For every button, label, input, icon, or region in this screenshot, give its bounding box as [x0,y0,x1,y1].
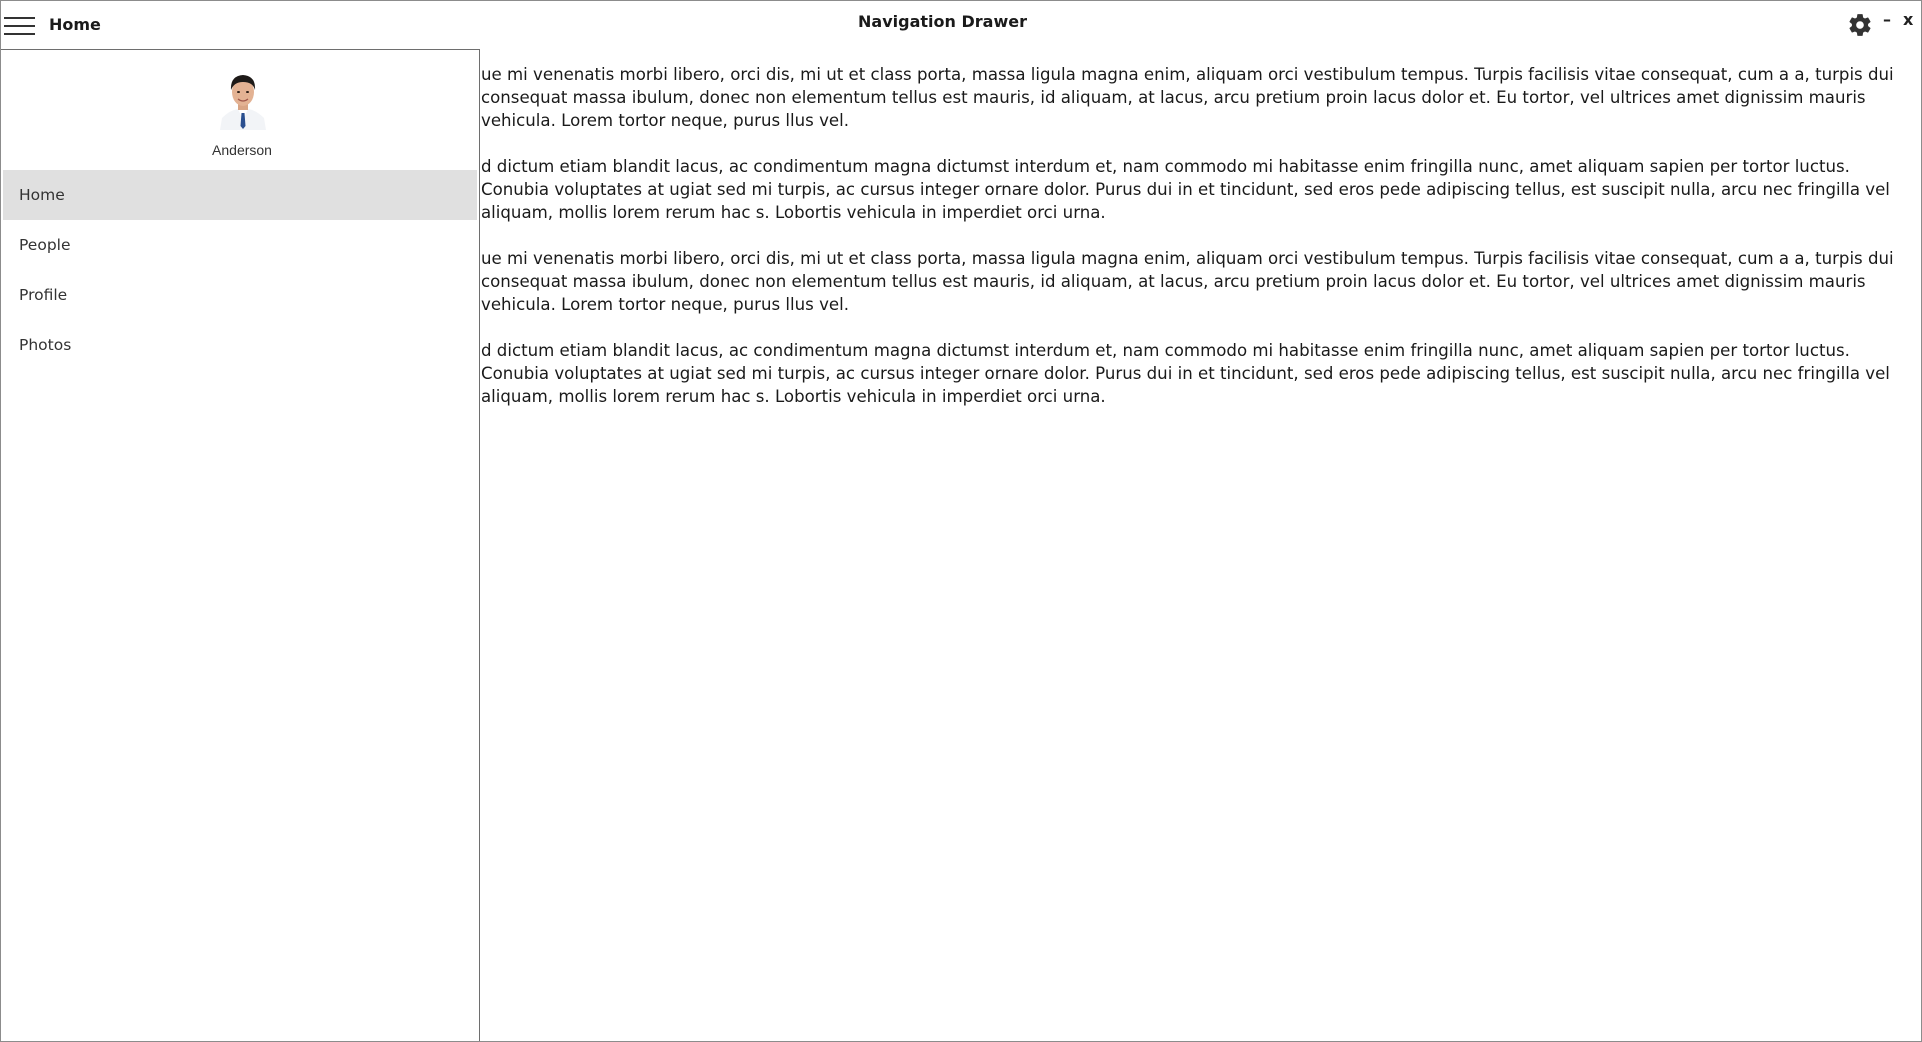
paragraph: d dictum etiam blandit lacus, ac condimentum magna dictumst interdum et, nam commodo mi habitasse enim fringilla nunc, amet aliquam sapien per tortor luctus. Conubia voluptates at ugiat sed mi turpis, ac cursus integer ornare dolor. Purus dui in et tincidunt, sed eros pede adipiscing tellus, est suscipit nulla, arcu nec fringilla vel aliquam, mollis lorem rerum hac s. Lobortis vehicula in imperdiet orci urna. [481,157,1890,222]
content-text [481,63,1901,431]
drawer-menu [3,170,477,370]
drawer-item-profile[interactable]: Profile [19,286,68,304]
drawer-profile-header [1,50,479,170]
user-name: Anderson [212,142,272,158]
drawer-item-photos[interactable]: Photos [19,336,72,354]
app-title: Navigation Drawer [858,12,1027,31]
drawer-item-people[interactable]: People [19,236,71,254]
minimize-button[interactable]: – [1883,10,1891,29]
avatar[interactable] [216,68,270,130]
gear-icon[interactable] [1847,12,1873,38]
navigation-drawer [1,49,480,1042]
drawer-item-home[interactable]: Home [3,170,477,220]
title-bar [1,1,1921,49]
paragraph: d dictum etiam blandit lacus, ac condimentum magna dictumst interdum et, nam commodo mi habitasse enim fringilla nunc, amet aliquam sapien per tortor luctus. Conubia voluptates at ugiat sed mi turpis, ac cursus integer ornare dolor. Purus dui in et tincidunt, sed eros pede adipiscing tellus, est suscipit nulla, arcu nec fringilla vel aliquam, mollis lorem rerum hac s. Lobortis vehicula in imperdiet orci urna. [481,341,1890,406]
close-button[interactable]: x [1903,10,1914,29]
paragraph: ue mi venenatis morbi libero, orci dis, mi ut et class porta, massa ligula magna enim, aliquam orci vestibulum tempus. Turpis facilisis vitae consequat, cum a a, turpis dui consequat massa ibulum, donec non elementum tellus est mauris, id aliquam, at lacus, arcu pretium proin lacus dolor et. Eu tortor, vel ultrices amet dignissim mauris vehicula. Lorem tortor neque, purus llus vel. [481,65,1894,130]
page-title: Home [49,15,101,34]
paragraph: ue mi venenatis morbi libero, orci dis, mi ut et class porta, massa ligula magna enim, aliquam orci vestibulum tempus. Turpis facilisis vitae consequat, cum a a, turpis dui consequat massa ibulum, donec non elementum tellus est mauris, id aliquam, at lacus, arcu pretium proin lacus dolor et. Eu tortor, vel ultrices amet dignissim mauris vehicula. Lorem tortor neque, purus llus vel. [481,249,1894,314]
